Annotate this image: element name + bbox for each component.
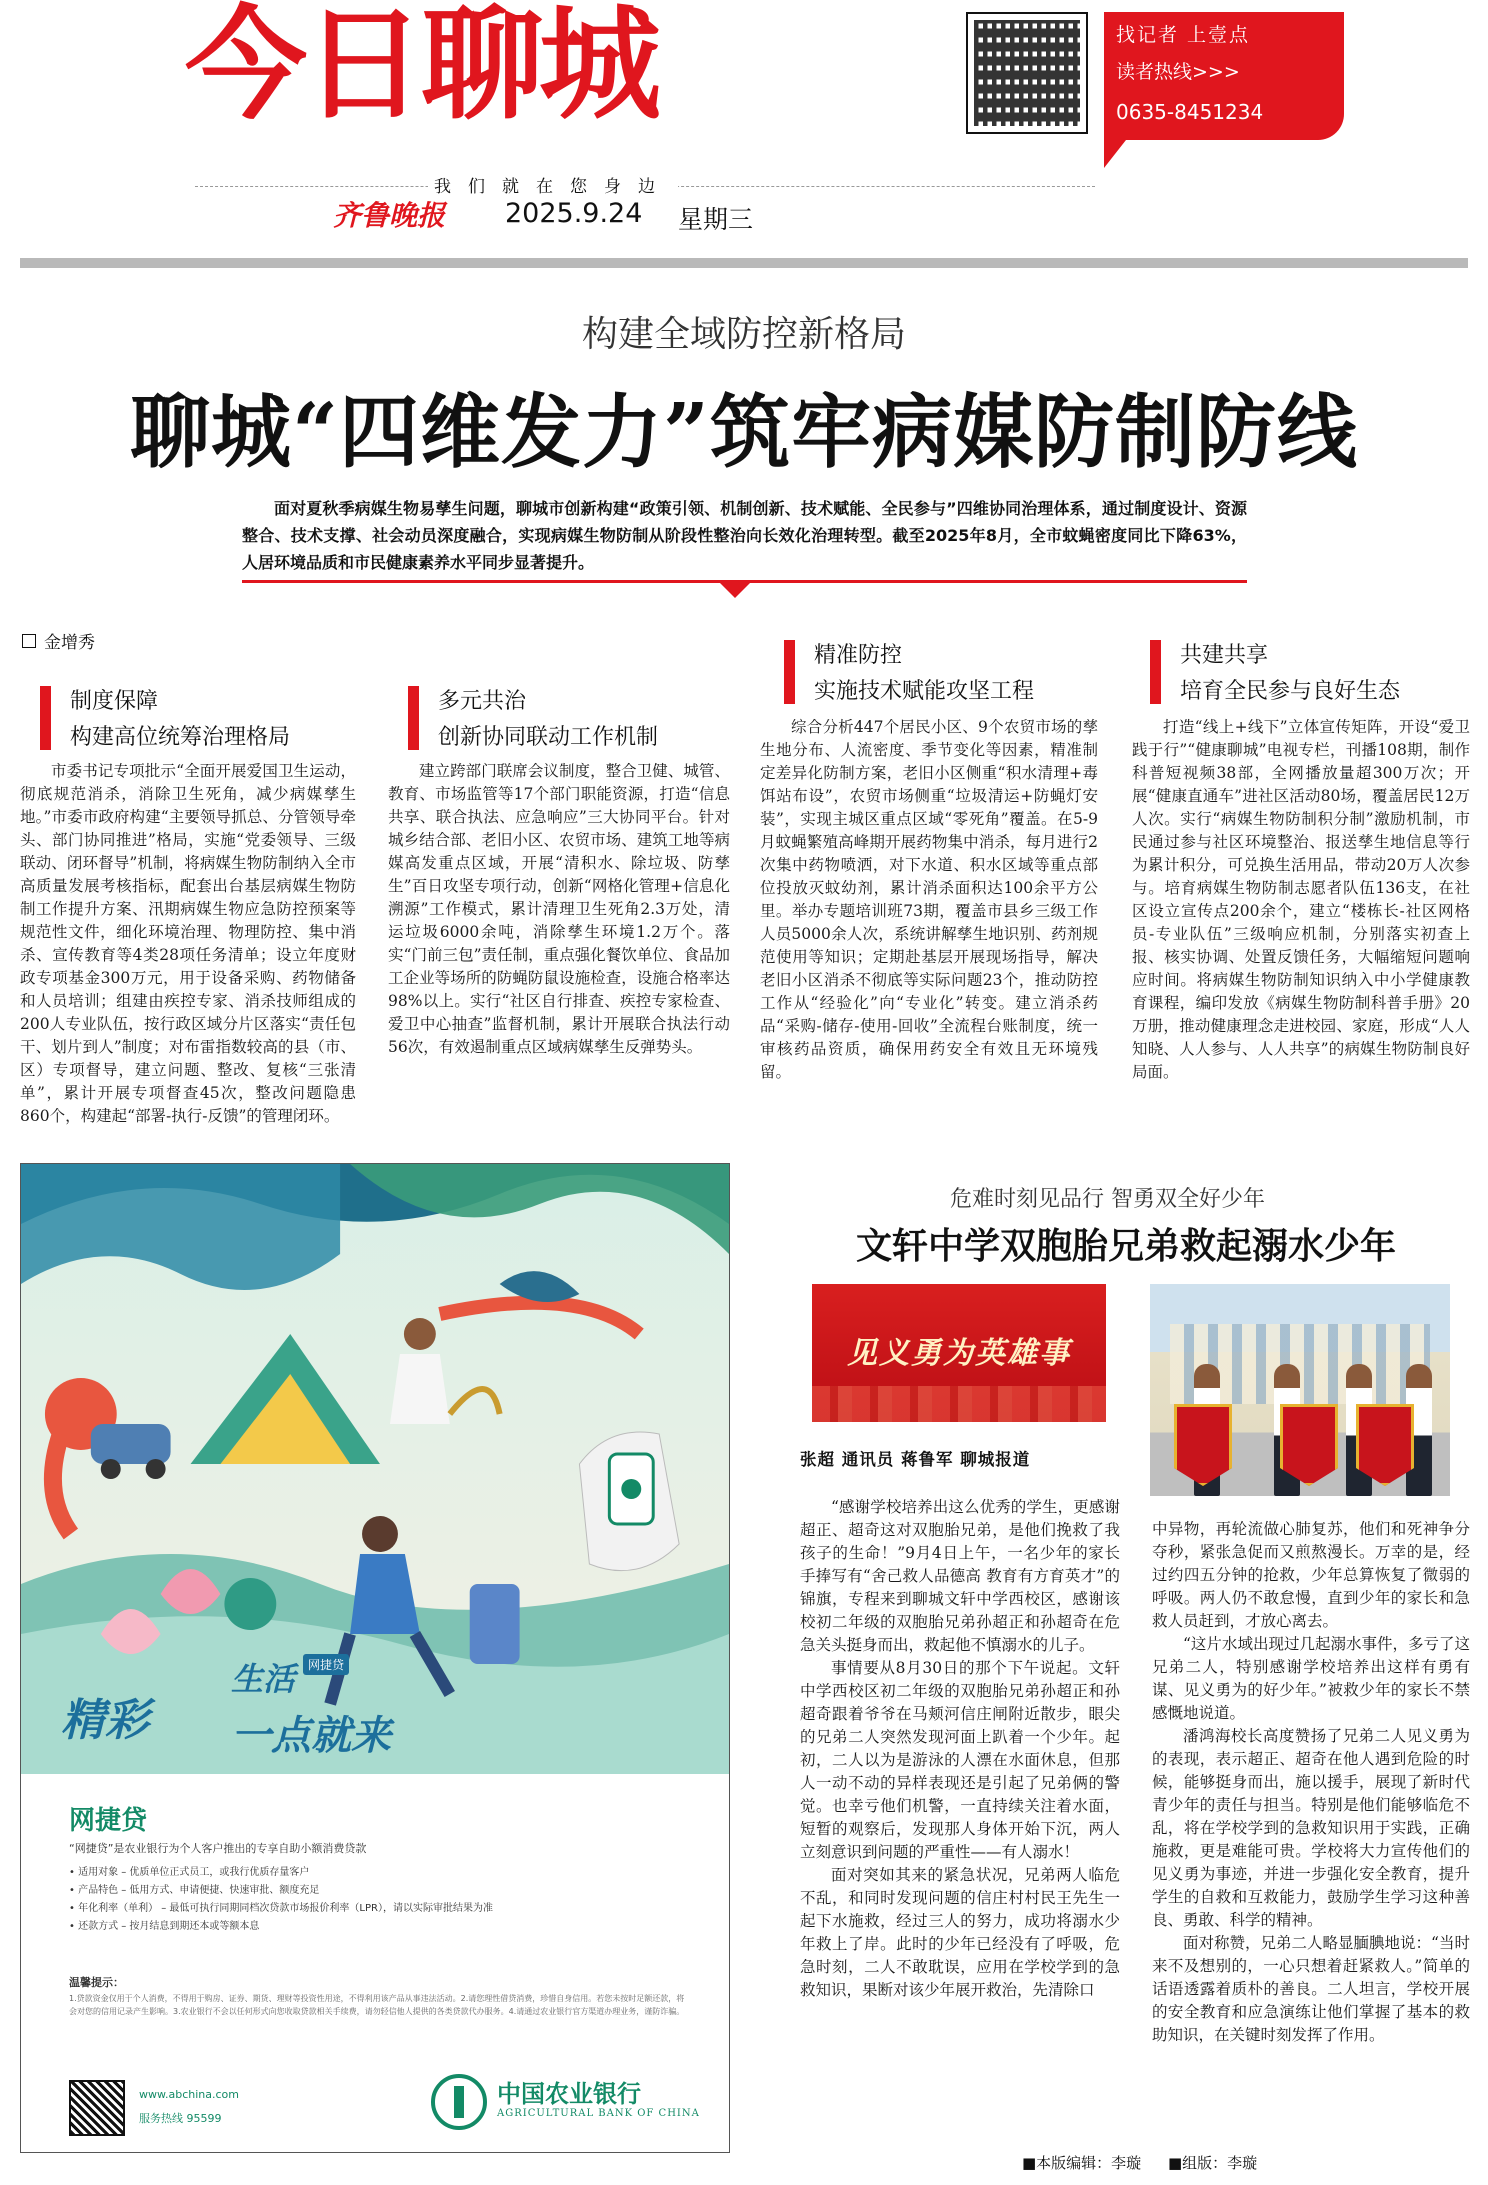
ad-feature-item: • 年化利率（单利） – 最低可执行同期同档次贷款市场报价利率（LPR），请以实际审批结果为准 xyxy=(69,1903,493,1914)
ad-qr-code xyxy=(69,2080,125,2136)
ad-info-panel xyxy=(21,1774,729,2153)
photo-pennant xyxy=(1174,1404,1232,1486)
ad-slogan-life: 生活 xyxy=(231,1660,296,1698)
section-body-3: 综合分析447个居民小区、9个农贸市场的孳生地分布、人流密度、季节变化等因素，精准制定差异化防制方案，老旧小区侧重“积水清理+毒饵站布设”，农贸市场侧重“垃圾清运+防蝇灯安装”，实现主城区重点区域“零死角”覆盖。在5-9月蚊蝇繁殖高峰期开展药物集中消杀，每月进行2次集中药物喷洒，对下水道、积水区域等重点部位投放灭蚊幼剂，累计消杀面积达100余平方公里。举办专题培训班73期，覆盖市县乡三级工作人员5000余人次，系统讲解孳生地识别、药剂规范使用等知识；定期赴基层开展现场指导，解决老旧小区消杀不彻底等实际问题23个，推动防控工作从“经验化”向“专业化”转变。建立消杀药品“采购-储存-使用-回收”全流程台账制度，统一审核药品资质，确保用药安全有效且无环境残留。 xyxy=(760,718,1098,1081)
byline-box-icon xyxy=(22,634,36,648)
story-lead: 面对夏秋季病媒生物易孳生问题，聊城市创新构建“政策引领、机制创新、技术赋能、全民参与”四维协同治理体系，通过制度设计、资源整合、技术支撑、社会动员深度融合，实现病媒生物防制从阶段性整治向长效化治理转型。截至2025年8月，全市蚊蝇密度同比下降63%，人居环境品质和市民健康素养水平同步显著提升。 xyxy=(242,499,1247,572)
section-subtitle: 培育全民参与良好生态 xyxy=(1180,679,1401,704)
publication-date: 2025.9.24 xyxy=(505,198,643,229)
story2-paragraph: “这片水域出现过几起溺水事件，多亏了这兄弟二人，特别感谢学校培养出这样有勇有谋、见义勇为的好少年。”被救少年的家长不禁感慨地说道。 xyxy=(1152,1635,1470,1722)
masthead-slogan: 我们就在您身边 xyxy=(428,172,678,197)
byline-author: 金增秀 xyxy=(44,633,95,653)
section-heading-1 xyxy=(40,684,290,756)
story2-column-1 xyxy=(800,1496,1120,2002)
banner-text: 见义勇为英雄事 xyxy=(847,1336,1071,1371)
section-title: 多元共治 xyxy=(438,689,527,714)
story2-paragraph: 中异物，再轮流做心肺复苏，他们和死神争分夺秒，紧张急促而又煎熬漫长。万幸的是，经过约四五分钟的抢救，少年总算恢复了微弱的呼吸。两人仍不敢怠慢，直到少年的家长和急救人员赶到，才放心离去。 xyxy=(1152,1520,1470,1630)
qr-code xyxy=(966,12,1088,134)
section-heading-4 xyxy=(1150,638,1400,710)
story2-paragraph: 潘鸿海校长高度赞扬了兄弟二人见义勇为的表现，表示超正、超奇在他人遇到危险的时候，能够挺身而出，施以援手，展现了新时代青少年的责任与担当。特别是他们能够临危不乱，将在学校学到的急救知识用于实践，正确施救，更是难能可贵。学校将大力宣传他们的见义勇为事迹，并进一步强化安全教育，提升学生的自救和互救能力，鼓励学生学习这种善良、勇敢、科学的精神。 xyxy=(1152,1727,1470,1929)
section-subtitle: 实施技术赋能攻坚工程 xyxy=(814,679,1035,704)
story2-paragraph: “感谢学校培养出这么优秀的学生，更感谢超正、超奇这对双胞胎兄弟，是他们挽救了我孩子的生命！”9月4日上午，一名少年的家长手捧写有“舍己救人品德高 教育有方育英才”的锦旗，专程来到聊城文轩中学西校区，感谢该校初二年级的双胞胎兄弟孙超正和孙超奇在危急关头挺身而出，救起他不慎溺水的儿子。 xyxy=(800,1498,1120,1654)
ad-product-desc: “网捷贷”是农业银行为个人客户推出的专享自助小额消费贷款 xyxy=(69,1842,367,1855)
ad-feature-item: • 适用对象 – 优质单位正式员工，或我行优质存量客户 xyxy=(69,1867,310,1878)
ad-feature-list xyxy=(69,1864,689,1936)
story-kicker: 构建全域防控新格局 xyxy=(581,314,906,355)
ad-product-name: 网捷贷 xyxy=(69,1806,148,1836)
story2-column-2 xyxy=(1152,1518,1470,2047)
hotline-box xyxy=(1104,12,1344,140)
twins-photo xyxy=(1150,1284,1450,1496)
ad-slogan-click: 一点就来 xyxy=(231,1713,391,1759)
section-subtitle: 创新协同联动工作机制 xyxy=(438,725,659,750)
ad-website: www.abchina.com xyxy=(139,2088,239,2101)
section-heading-3 xyxy=(784,638,1034,710)
paper-logo: 齐鲁晚报 xyxy=(333,199,446,232)
section-body-2: 建立跨部门联席会议制度，整合卫健、城管、教育、市场监管等17个部门职能资源，打造“信息共享、联合执法、应急响应”三大协同平台。针对城乡结合部、老旧小区、农贸市场、建筑工地等病媒高发重点区域，开展“清积水、除垃圾、防孳生”百日攻坚专项行动，创新“网格化管理+信息化溯源”工作模式，累计清理卫生死角2.3万处，清运垃圾6000余吨，消除孳生环境1.2万个。落实“门前三包”责任制，重点强化餐饮单位、食品加工企业等场所的防蝇防鼠设施检查，设施合格率达98%以上。实行“社区自行排查、疾控专家检查、爱卫中心抽查”监督机制，累计开展联合执法行动56次，有效遏制重点区域病媒孳生反弹势头。 xyxy=(388,762,730,1056)
ad-warning-text: 1.贷款资金仅用于个人消费，不得用于购房、证券、期货、理财等投资性用途，不得利用该产品从事违法活动。2.请您理性借贷消费，珍惜自身信用。若您未按时足额还款，将会对您的信用记录产生影响。3.农业银行不会以任何形式向您收取贷款相关手续费，请勿轻信他人提供的各类贷款代办服务。4.请通过农业银行官方渠道办理业务，谨防诈骗。 xyxy=(69,1994,685,2016)
bank-name: 中国农业银行 xyxy=(497,2079,641,2108)
story2-headline: 文轩中学双胞胎兄弟救起溺水少年 xyxy=(856,1225,1397,1267)
story2-kicker: 危难时刻见品行 智勇双全好少年 xyxy=(950,1187,1265,1212)
story2-paragraph: 面对突如其来的紧急状况，兄弟两人临危不乱，和同时发现问题的信庄村村民王先生一起下水施救，经过三人的努力，成功将溺水少年救上了岸。此时的少年已经没有了呼吸，危急时刻，二人不敢耽误，应用在学校学到的急救知识，果断对该少年展开救治，先清除口 xyxy=(800,1866,1120,1999)
section-title: 精准防控 xyxy=(814,643,903,668)
story2-paragraph: 面对称赞，兄弟二人略显腼腆地说：“当时来不及想别的，一心只想着赶紧救人。”简单的话语透露着质朴的善良。二人坦言，学校开展的安全教育和应急演练让他们掌握了基本的救助知识，在关键时刻发挥了作用。 xyxy=(1152,1934,1470,2044)
ad-feature-item: • 产品特色 – 低用方式、申请便捷、快速审批、额度充足 xyxy=(69,1885,320,1896)
section-title: 共建共享 xyxy=(1180,643,1269,668)
ad-slogan-tag: 网捷贷 xyxy=(303,1654,349,1675)
ad-slogan-main: 精彩 xyxy=(61,1695,149,1746)
hotline-phone: 0635-8451234 xyxy=(1116,100,1264,124)
byline xyxy=(22,628,95,653)
publication-weekday: 星期三 xyxy=(678,205,754,234)
ad-feature-item: • 还款方式 – 按月结息到期还本或等额本息 xyxy=(69,1921,260,1932)
ad-warning-title: 温馨提示： xyxy=(69,1976,124,1989)
story2-byline: 张超 通讯员 蒋鲁军 聊城报道 xyxy=(800,1450,1031,1469)
bank-logo-icon xyxy=(431,2074,487,2130)
section-title: 制度保障 xyxy=(70,689,159,714)
hero-banner-image xyxy=(812,1284,1106,1422)
lead-arrow-icon xyxy=(720,583,750,598)
footer-layout: ■组版：李璇 xyxy=(1168,2154,1258,2172)
masthead-title: 今日聊城 xyxy=(185,0,657,136)
section-heading-2 xyxy=(408,684,658,756)
bank-advertisement xyxy=(20,1163,730,2153)
story-headline: 聊城“四维发力”筑牢病媒防制防线 xyxy=(129,385,1359,479)
hotline-line1: 找记者 上壹点 xyxy=(1116,24,1251,46)
hotline-line2: 读者热线>>> xyxy=(1116,61,1240,83)
banner-skyline xyxy=(812,1386,1106,1422)
bank-name-english: AGRICULTURAL BANK OF CHINA xyxy=(497,2108,700,2119)
ad-illustration xyxy=(21,1164,729,1774)
footer-editor: ■本版编辑：李璇 xyxy=(1022,2154,1142,2172)
story2-paragraph: 事情要从8月30日的那个下午说起。文轩中学西校区初二年级的双胞胎兄弟孙超正和孙超奇跟着爷爷在马颊河信庄闸附近散步，眼尖的兄弟二人突然发现河面上趴着一个少年。起初，二人以为是游泳的人漂在水面休息，但那人一动不动的异样表现还是引起了兄弟俩的警觉。也幸亏他们机警，一直持续关注着水面，短暂的观察后，发现那人身体开始下沉，两人立刻意识到问题的严重性——有人溺水！ xyxy=(800,1659,1120,1861)
section-body-4: 打造“线上+线下”立体宣传矩阵，开设“爱卫践于行”“健康聊城”电视专栏，刊播108期，制作科普短视频38部，全网播放量超300万次；开展“健康直通车”进社区活动80场，覆盖居民12万人次。实行“病媒生物防制积分制”激励机制，市民通过参与社区环境整治、报送孳生地信息等行为累计积分，可兑换生活用品，带动20万人次参与。培育病媒生物防制志愿者队伍136支，在社区设立宣传点200余个，建立“楼栋长-社区网格员-专业队伍”三级响应机制，分别落实初查上报、核实协调、处置反馈任务，大幅缩短问题响应时间。将病媒生物防制知识纳入中小学健康教育课程，编印发放《病媒生物防制科普手册》20万册，推动健康理念走进校园、家庭，形成“人人知晓、人人参与、人人共享”的病媒生物防制良好局面。 xyxy=(1132,718,1470,1081)
ad-service-hotline: 服务热线 95599 xyxy=(139,2112,222,2125)
section-body-1: 市委书记专项批示“全面开展爱国卫生运动，彻底规范消杀，消除卫生死角，减少病媒孳生地。”市委市政府构建“主要领导抓总、分管领导牵头、部门协同推进”格局，实施“党委领导、三级联动、闭环督导”机制，将病媒生物防制纳入全市高质量发展考核指标，配套出台基层病媒生物防制工作提升方案、汛期病媒生物应急防控预案等规范性文件，细化环境治理、物理防控、集中消杀、宣传教育等4类28项任务清单；设立年度财政专项基金300万元，用于设备采购、药物储备和人员培训；组建由疾控专家、消杀技师组成的200人专业队伍，按行政区域分片区落实“责任包干、划片到人”制度；对布雷指数较高的县（市、区）专项督导，建立问题、整改、复核“三张清单”，累计开展专项督查45次，整改问题隐患860个，构建起“部署-执行-反馈”的管理闭环。 xyxy=(20,762,356,1125)
masthead-bar xyxy=(20,258,1468,268)
section-subtitle: 构建高位统筹治理格局 xyxy=(70,725,291,750)
